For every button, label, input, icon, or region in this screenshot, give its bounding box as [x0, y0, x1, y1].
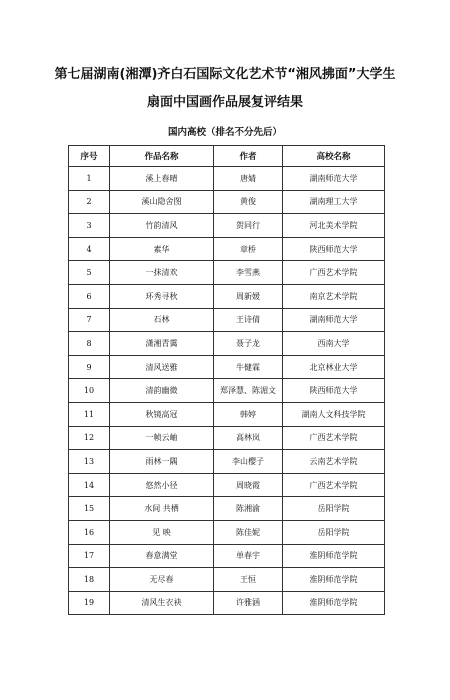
table-row — [69, 261, 385, 285]
cell-school: 淮阴师范学院 — [283, 568, 385, 592]
cell-school: 北京林业大学 — [283, 355, 385, 379]
cell-school: 湖南人文科技学院 — [283, 402, 385, 426]
cell-work-title: 清风生衣袂 — [110, 591, 214, 615]
cell-work-title: 见 映 — [110, 520, 214, 544]
cell-index: 1 — [69, 167, 110, 191]
table-row — [69, 190, 385, 214]
table-row — [69, 284, 385, 308]
table-body — [69, 167, 385, 615]
cell-author: 王诗倩 — [214, 308, 283, 332]
cell-author: 唐婧 — [214, 167, 283, 191]
cell-work-title: 潇湘青霭 — [110, 332, 214, 356]
cell-author: 牛健霖 — [214, 355, 283, 379]
cell-author: 许雅涵 — [214, 591, 283, 615]
table-row — [69, 544, 385, 568]
table-row — [69, 568, 385, 592]
table-header-row — [69, 146, 385, 167]
table-row — [69, 379, 385, 403]
cell-index: 13 — [69, 450, 110, 474]
cell-school: 南京艺术学院 — [283, 284, 385, 308]
header-index: 序号 — [69, 146, 110, 167]
table-row — [69, 332, 385, 356]
document-subtitle: 国内高校（排名不分先后） — [167, 127, 282, 138]
table-row — [69, 591, 385, 615]
cell-school: 湖南师范大学 — [283, 167, 385, 191]
cell-author: 陈佳妮 — [214, 520, 283, 544]
cell-author: 周晓霞 — [214, 473, 283, 497]
cell-index: 4 — [69, 237, 110, 261]
cell-school: 陕西师范大学 — [283, 237, 385, 261]
table-row — [69, 426, 385, 450]
cell-author: 李山樱子 — [214, 450, 283, 474]
cell-author: 韩婷 — [214, 402, 283, 426]
cell-work-title: 悠然小径 — [110, 473, 214, 497]
cell-school: 广西艺术学院 — [283, 473, 385, 497]
cell-work-title: 清韵幽微 — [110, 379, 214, 403]
cell-index: 11 — [69, 402, 110, 426]
header-author: 作者 — [214, 146, 283, 167]
cell-school: 湖南理工大学 — [283, 190, 385, 214]
cell-work-title: 溪上春晴 — [110, 167, 214, 191]
cell-author: 章桥 — [214, 237, 283, 261]
cell-school: 广西艺术学院 — [283, 261, 385, 285]
cell-index: 19 — [69, 591, 110, 615]
cell-work-title: 竹韵清风 — [110, 214, 214, 238]
cell-school: 广西艺术学院 — [283, 426, 385, 450]
header-school: 高校名称 — [283, 146, 385, 167]
table-row — [69, 402, 385, 426]
cell-author: 陈湘渝 — [214, 497, 283, 521]
table-row — [69, 214, 385, 238]
cell-index: 12 — [69, 426, 110, 450]
cell-index: 16 — [69, 520, 110, 544]
cell-index: 3 — [69, 214, 110, 238]
cell-work-title: 雨林一隅 — [110, 450, 214, 474]
table-row — [69, 237, 385, 261]
cell-school: 陕西师范大学 — [283, 379, 385, 403]
table-row — [69, 450, 385, 474]
table-row — [69, 473, 385, 497]
cell-author: 高林岚 — [214, 426, 283, 450]
header-work-title: 作品名称 — [110, 146, 214, 167]
cell-work-title: 春意满堂 — [110, 544, 214, 568]
cell-index: 15 — [69, 497, 110, 521]
cell-author: 周新媛 — [214, 284, 283, 308]
cell-index: 6 — [69, 284, 110, 308]
cell-school: 淮阴师范学院 — [283, 591, 385, 615]
cell-school: 西南大学 — [283, 332, 385, 356]
table-row — [69, 308, 385, 332]
results-table — [68, 145, 385, 615]
cell-index: 14 — [69, 473, 110, 497]
cell-index: 2 — [69, 190, 110, 214]
table-row — [69, 167, 385, 191]
cell-school: 岳阳学院 — [283, 520, 385, 544]
cell-author: 贺同行 — [214, 214, 283, 238]
cell-index: 9 — [69, 355, 110, 379]
cell-index: 8 — [69, 332, 110, 356]
cell-work-title: 秋镜高冠 — [110, 402, 214, 426]
cell-author: 聂子龙 — [214, 332, 283, 356]
cell-school: 湖南师范大学 — [283, 308, 385, 332]
cell-index: 18 — [69, 568, 110, 592]
cell-author: 黄俊 — [214, 190, 283, 214]
cell-work-title: 一抹清欢 — [110, 261, 214, 285]
cell-index: 10 — [69, 379, 110, 403]
table-row — [69, 355, 385, 379]
cell-work-title: 溪山隐舍图 — [110, 190, 214, 214]
document-title-line2: 扇面中国画作品展复评结果 — [146, 95, 303, 110]
cell-work-title: 清风送雅 — [110, 355, 214, 379]
cell-author: 单春宇 — [214, 544, 283, 568]
cell-author: 李雪燕 — [214, 261, 283, 285]
cell-index: 17 — [69, 544, 110, 568]
cell-work-title: 无尽春 — [110, 568, 214, 592]
cell-school: 淮阴师范学院 — [283, 544, 385, 568]
cell-school: 河北美术学院 — [283, 214, 385, 238]
cell-work-title: 水间 共栖 — [110, 497, 214, 521]
table-row — [69, 520, 385, 544]
document-title-line1: 第七届湖南(湘潭)齐白石国际文化艺术节“湘风拂面”大学生 — [54, 67, 396, 82]
cell-school: 岳阳学院 — [283, 497, 385, 521]
cell-work-title: 环秀寻秋 — [110, 284, 214, 308]
cell-index: 5 — [69, 261, 110, 285]
cell-work-title: 石林 — [110, 308, 214, 332]
cell-work-title: 一帧云岫 — [110, 426, 214, 450]
cell-work-title: 素华 — [110, 237, 214, 261]
table-row — [69, 497, 385, 521]
cell-index: 7 — [69, 308, 110, 332]
cell-author: 王恒 — [214, 568, 283, 592]
cell-school: 云南艺术学院 — [283, 450, 385, 474]
cell-author: 郑泽慧、陈湄文 — [214, 379, 283, 403]
